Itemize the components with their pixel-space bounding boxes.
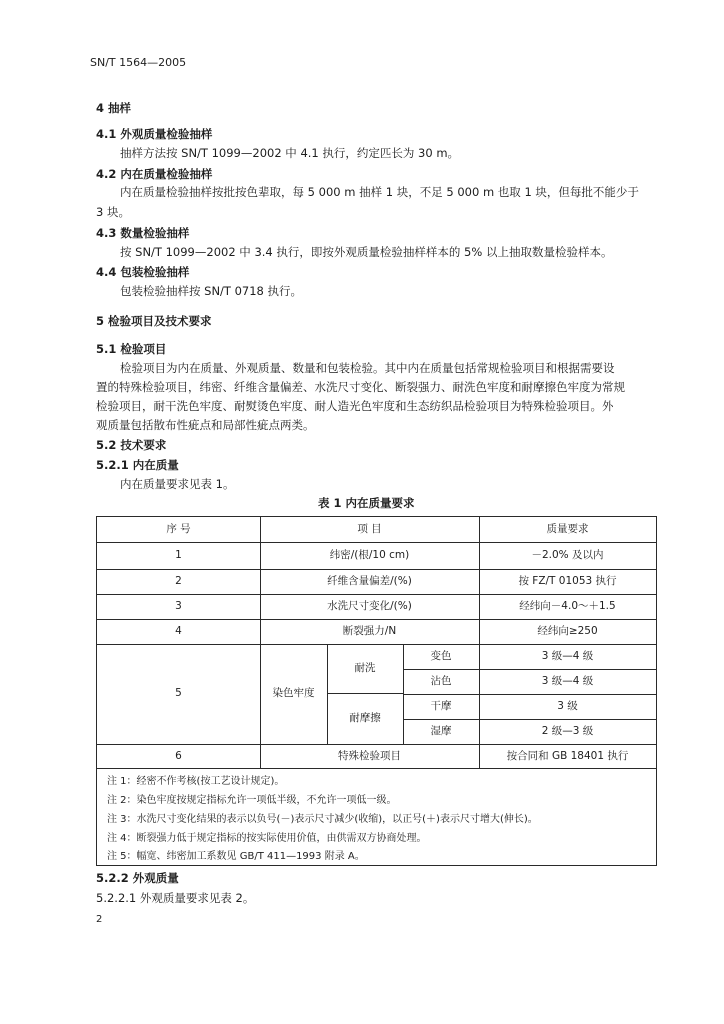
table-cell-item: 染色牢度 xyxy=(272,687,315,699)
table-cell-no: 5 xyxy=(175,687,182,699)
section-4-title: 4 抽样 xyxy=(96,101,132,115)
colorfast-wash-stain: 沾色 xyxy=(430,675,452,687)
table-cell-req: 按合同和 GB 18401 执行 xyxy=(506,750,629,762)
table-note: 注 5：幅宽、纬密加工系数见 GB/T 411—1993 附录 A。 xyxy=(107,851,365,862)
colorfast-wash: 耐洗 xyxy=(354,662,376,674)
section-5-2-2-title: 5.2.2 外观质量 xyxy=(96,871,179,885)
section-5-2-1-title: 5.2.1 内在质量 xyxy=(96,458,179,472)
section-4-1-title: 4.1 外观质量检验抽样 xyxy=(96,127,213,141)
table-rule xyxy=(403,694,656,695)
colorfast-wash-stain-req: 3 级—4 级 xyxy=(541,675,594,687)
table-cell-item: 断裂强力/N xyxy=(342,625,397,637)
table-cell-req: 按 FZ/T 01053 执行 xyxy=(518,575,617,587)
section-5-2-title: 5.2 技术要求 xyxy=(96,438,167,452)
page-number: 2 xyxy=(96,914,103,925)
table-rule xyxy=(403,719,656,720)
table-1-caption: 表 1 内在质量要求 xyxy=(318,496,415,510)
table-rule xyxy=(327,644,328,744)
section-4-3-title: 4.3 数量检验抽样 xyxy=(96,226,190,240)
section-4-4-body: 包装检验抽样按 SN/T 0718 执行。 xyxy=(120,284,303,298)
section-5-1-body-line1: 检验项目为内在质量、外观质量、数量和包装检验。其中内在质量包括常规检验项目和根据需要设 xyxy=(120,361,615,375)
table-rule xyxy=(327,693,403,694)
table-cell-no: 2 xyxy=(175,575,182,587)
table-cell-item: 水洗尺寸变化/(%) xyxy=(327,600,412,612)
table-cell-no: 4 xyxy=(175,625,182,637)
table-cell-req: －2.0% 及以内 xyxy=(531,549,604,561)
table-note: 注 4：断裂强力低于规定指标的按实际使用价值，由供需双方协商处理。 xyxy=(107,833,427,844)
standard-code: SN/T 1564—2005 xyxy=(90,56,187,69)
section-5-1-title: 5.1 检验项目 xyxy=(96,342,167,356)
table-rule xyxy=(97,594,656,595)
section-5-title: 5 检验项目及技术要求 xyxy=(96,314,212,328)
table-cell-no: 1 xyxy=(175,549,182,561)
table-note: 注 2：染色牢度按规定指标允许一项低半级，不允许一项低一级。 xyxy=(107,795,397,806)
table-header-requirement: 质量要求 xyxy=(546,523,589,535)
section-4-3-body: 按 SN/T 1099—2002 中 3.4 执行，即按外观质量检验抽样样本的 5% 以上抽取数量检验样本。 xyxy=(120,245,613,259)
table-cell-item: 纤维含量偏差/(%) xyxy=(327,575,412,587)
section-4-2-title: 4.2 内在质量检验抽样 xyxy=(96,167,213,181)
table-rule xyxy=(97,542,656,543)
colorfast-rub-dry-req: 3 级 xyxy=(557,700,578,712)
section-4-2-body-line1: 内在质量检验抽样按批按色辈取，每 5 000 m 抽样 1 块，不足 5 000 m 也取 1 块，但每批不能少于 xyxy=(120,185,639,199)
colorfast-rub-wet-req: 2 级—3 级 xyxy=(541,725,594,737)
section-5-1-body-line3: 检验项目，耐干洗色牢度、耐熨烫色牢度、耐人造光色牢度和生态纺织品检验项目为特殊检验项目。外 xyxy=(96,399,614,413)
table-cell-req: 经纬向≥250 xyxy=(537,625,598,637)
table-header-item: 项 目 xyxy=(357,523,382,535)
colorfast-rub: 耐摩擦 xyxy=(349,712,381,724)
table-rule xyxy=(97,619,656,620)
colorfast-wash-change-req: 3 级—4 级 xyxy=(541,650,594,662)
table-cell-item: 纬密/(根/10 cm) xyxy=(329,549,410,561)
table-cell-req: 经纬向－4.0～＋1.5 xyxy=(519,600,616,612)
section-4-4-title: 4.4 包装检验抽样 xyxy=(96,265,190,279)
table-rule xyxy=(97,768,656,769)
section-5-2-1-body: 内在质量要求见表 1。 xyxy=(120,477,235,491)
table-header-no: 序 号 xyxy=(166,523,191,535)
table-rule xyxy=(97,569,656,570)
section-5-2-2-1-text: 5.2.2.1 外观质量要求见表 2。 xyxy=(96,891,255,905)
table-note: 注 1：经密不作考核(按工艺设计规定)。 xyxy=(107,776,285,787)
colorfast-rub-dry: 干摩 xyxy=(430,700,452,712)
section-5-1-body-line4: 观质量包括散布性疵点和局部性疵点两类。 xyxy=(96,418,315,432)
section-4-2-body-line2: 3 块。 xyxy=(96,205,130,219)
table-rule xyxy=(403,669,656,670)
table-1 xyxy=(96,516,657,866)
table-cell-item: 特殊检验项目 xyxy=(338,750,401,762)
table-note: 注 3：水洗尺寸变化结果的表示以负号(－)表示尺寸减少(收缩)，以正号(＋)表示尺寸增大(伸长)。 xyxy=(107,814,538,825)
section-5-1-body-line2: 置的特殊检验项目，纬密、纤维含量偏差、水洗尺寸变化、断裂强力、耐洗色牢度和耐摩擦色牢度为常规 xyxy=(96,380,625,394)
colorfast-rub-wet: 湿摩 xyxy=(430,725,452,737)
table-rule xyxy=(97,744,656,745)
table-cell-no: 3 xyxy=(175,600,182,612)
colorfast-wash-change: 变色 xyxy=(430,650,452,662)
table-cell-no: 6 xyxy=(175,750,182,762)
table-rule xyxy=(97,644,656,645)
section-4-1-body: 抽样方法按 SN/T 1099—2002 中 4.1 执行，约定匹长为 30 m。 xyxy=(120,146,460,160)
